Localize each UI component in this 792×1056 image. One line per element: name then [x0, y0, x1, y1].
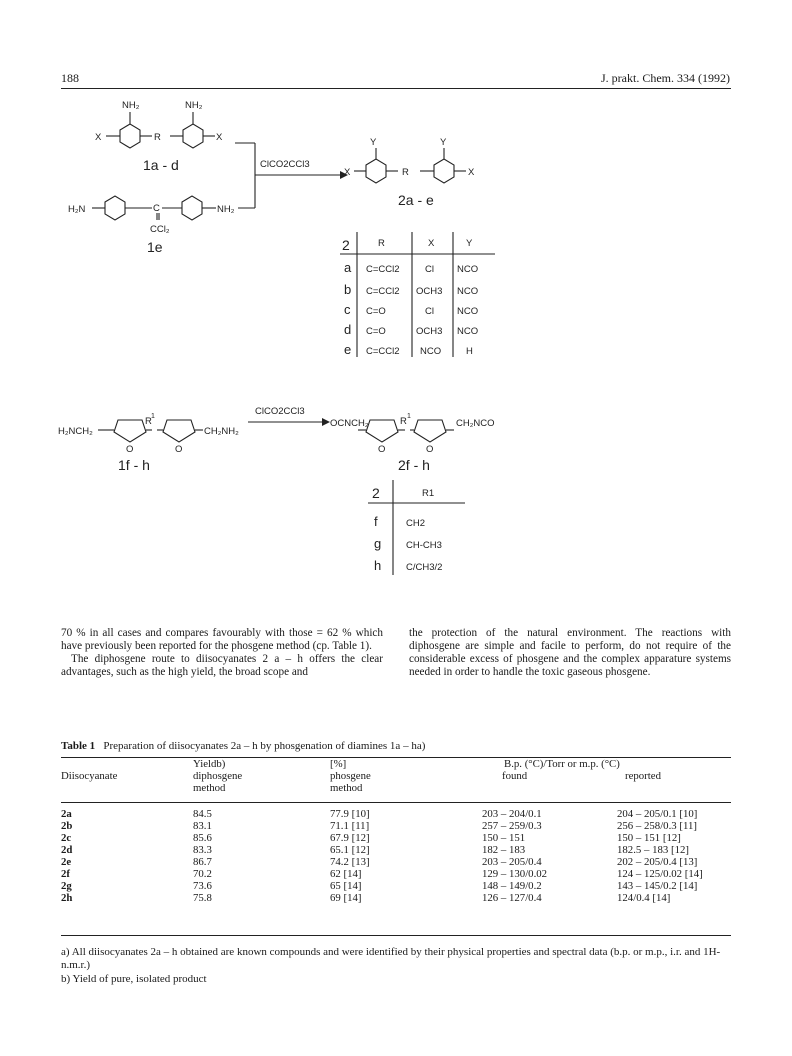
col-header-diisocyanate: Diisocyanate [61, 770, 118, 782]
svg-text:C=O: C=O [366, 306, 386, 317]
page-number: 188 [61, 71, 79, 85]
svg-text:R: R [154, 132, 161, 143]
svg-text:C=CCl2: C=CCl2 [366, 264, 400, 275]
col-header-diphosgene: diphosgene [193, 770, 243, 782]
svg-text:H: H [466, 346, 473, 357]
paragraph: 70 % in all cases and compares favourably with those = 62 % which have previously been reported for the phosgene method (cp. Table 1). [61, 627, 383, 652]
svg-text:R1: R1 [422, 488, 435, 499]
svg-text:Cl: Cl [425, 306, 434, 317]
footnote-b: b) Yield of pure, isolated product [61, 973, 207, 985]
svg-text:NCO: NCO [420, 346, 442, 357]
svg-text:H₂NCH₂: H₂NCH₂ [58, 426, 93, 437]
body-left-column [61, 627, 383, 679]
benzene-ring [120, 124, 140, 148]
svg-text:X: X [95, 132, 102, 143]
svg-text:c: c [344, 302, 351, 317]
compound-label-2f-h: 2f - h [398, 457, 430, 473]
col-header-found: found [502, 770, 528, 782]
svg-text:X: X [468, 167, 475, 178]
footnote-a: a) All diisocyanates 2a – h obtained are known compounds and were identified by their physical properties and spectral data (b.p. or m.p., i.r. and 1H-n.m.r.) [61, 946, 721, 971]
furan-ring [414, 420, 446, 442]
svg-text:1: 1 [151, 413, 155, 420]
paragraph: the protection of the natural environment. The reactions with diphosgene are simple and facile to perform, do not require of the considerable excess of phosgene and the complex apparature systems needed in order to handle the toxic gaseous phosgene. [409, 627, 731, 678]
svg-text:R: R [402, 167, 409, 178]
svg-text:NH₂: NH₂ [122, 100, 140, 111]
svg-text:C: C [153, 203, 160, 214]
col-header-reported: reported [625, 770, 661, 782]
benzene-ring [105, 196, 125, 220]
svg-text:NCO: NCO [457, 326, 479, 337]
diisocyanate-table [61, 758, 731, 904]
benzene-ring [366, 159, 386, 183]
svg-text:OCH3: OCH3 [416, 326, 443, 337]
svg-text:NCO: NCO [457, 264, 479, 275]
table-label: Table 1 [61, 740, 96, 752]
substituent-table-2a-e [342, 237, 478, 357]
furan-ring [163, 420, 195, 442]
svg-text:h: h [374, 558, 382, 573]
body-right-column [409, 627, 731, 679]
svg-text:X: X [344, 167, 351, 178]
substituent-table-2f-h [372, 485, 442, 573]
svg-text:1: 1 [407, 413, 411, 420]
svg-text:R: R [378, 238, 385, 249]
svg-text:OCH3: OCH3 [416, 286, 443, 297]
svg-text:e: e [344, 342, 352, 357]
furan-ring [366, 420, 398, 442]
table-row: 2e 86.7 74.2 [13] 203 – 205/0.4 202 – 205/0.4 [13] [61, 856, 698, 868]
svg-text:Y: Y [370, 137, 377, 148]
svg-text:C=O: C=O [366, 326, 386, 337]
svg-text:NCO: NCO [457, 306, 479, 317]
table-row: 2a 84.5 77.9 [10] 203 – 204/0.1 204 – 205/0.1 [10] [61, 808, 698, 820]
svg-text:X: X [428, 238, 435, 249]
svg-text:C=CCl2: C=CCl2 [366, 346, 400, 357]
svg-text:d: d [344, 322, 352, 337]
svg-text:CCl₂: CCl₂ [150, 224, 170, 235]
col-header-phosgene: phosgene [330, 770, 371, 782]
table-row: 2d 83.3 65.1 [12] 182 – 183 182.5 – 183 [12] [61, 844, 689, 856]
svg-text:Y: Y [466, 238, 473, 249]
table-row: 2h 75.8 69 [14] 126 – 127/0.4 124/0.4 [14] [61, 892, 671, 904]
svg-text:O: O [426, 444, 434, 455]
svg-text:NH₂: NH₂ [185, 100, 203, 111]
svg-text:R: R [400, 416, 407, 427]
table-row: 2c 85.6 67.9 [12] 150 – 151 150 – 151 [12] [61, 832, 681, 844]
benzene-ring [434, 159, 454, 183]
reagent-label-2: ClCO2CCl3 [255, 406, 305, 417]
svg-text:Cl: Cl [425, 264, 434, 275]
svg-text:C/CH3/2: C/CH3/2 [406, 562, 443, 573]
svg-text:O: O [126, 444, 134, 455]
compound-label-1a-d: 1a - d [143, 157, 179, 173]
col-header-bp: B.p. (°C)/Torr or m.p. (°C) [504, 758, 620, 770]
table-caption-text: Preparation of diisocyanates 2a – h by phosgenation of diamines 1a – ha) [103, 740, 426, 752]
svg-text:R: R [145, 416, 152, 427]
svg-text:CH-CH3: CH-CH3 [406, 540, 442, 551]
col-header-yield: Yieldb) [193, 758, 226, 770]
compound-label-1f-h: 1f - h [118, 457, 150, 473]
furan-ring [114, 420, 146, 442]
benzene-ring [183, 124, 203, 148]
svg-text:CH2: CH2 [406, 518, 426, 529]
reaction-arrow-head [322, 418, 330, 426]
svg-text:2: 2 [342, 237, 350, 253]
svg-text:NH₂: NH₂ [217, 204, 235, 215]
svg-text:O: O [378, 444, 386, 455]
svg-text:f: f [374, 514, 378, 529]
svg-text:H₂N: H₂N [68, 204, 86, 215]
col-header-method: method [193, 782, 226, 794]
svg-text:NCO: NCO [457, 286, 479, 297]
svg-text:g: g [374, 536, 382, 551]
svg-text:X: X [216, 132, 223, 143]
paragraph: The diphosgene route to diisocyanates 2 a – h offers the clear advantages, such as the high yield, the broad scope and [61, 653, 383, 678]
reagent-label-1: ClCO2CCl3 [260, 159, 310, 170]
benzene-ring [182, 196, 202, 220]
svg-text:a: a [344, 260, 352, 275]
table-bottom-rule [61, 935, 731, 936]
svg-text:CH₂NCO: CH₂NCO [456, 418, 495, 429]
svg-text:b: b [344, 282, 352, 297]
svg-text:CH₂NH₂: CH₂NH₂ [204, 426, 239, 437]
col-header-pct: [%] [330, 758, 347, 770]
svg-text:C=CCl2: C=CCl2 [366, 286, 400, 297]
table-row: 2f 70.2 62 [14] 129 – 130/0.02 124 – 125/0.02 [14] [61, 868, 703, 880]
table-row: 2b 83.1 71.1 [11] 257 – 259/0.3 256 – 258/0.3 [11] [61, 820, 697, 832]
compound-label-2a-e: 2a - e [398, 192, 434, 208]
col-header-method: method [330, 782, 363, 794]
svg-text:Y: Y [440, 137, 447, 148]
table-caption [61, 740, 425, 752]
journal-reference: J. prakt. Chem. 334 (1992) [601, 71, 730, 85]
svg-text:O: O [175, 444, 183, 455]
svg-text:2: 2 [372, 485, 380, 501]
compound-label-1e: 1e [147, 239, 163, 255]
table-row: 2g 73.6 65 [14] 148 – 149/0.2 143 – 145/0.2 [14] [61, 880, 698, 892]
svg-text:OCNCH₂: OCNCH₂ [330, 418, 369, 429]
